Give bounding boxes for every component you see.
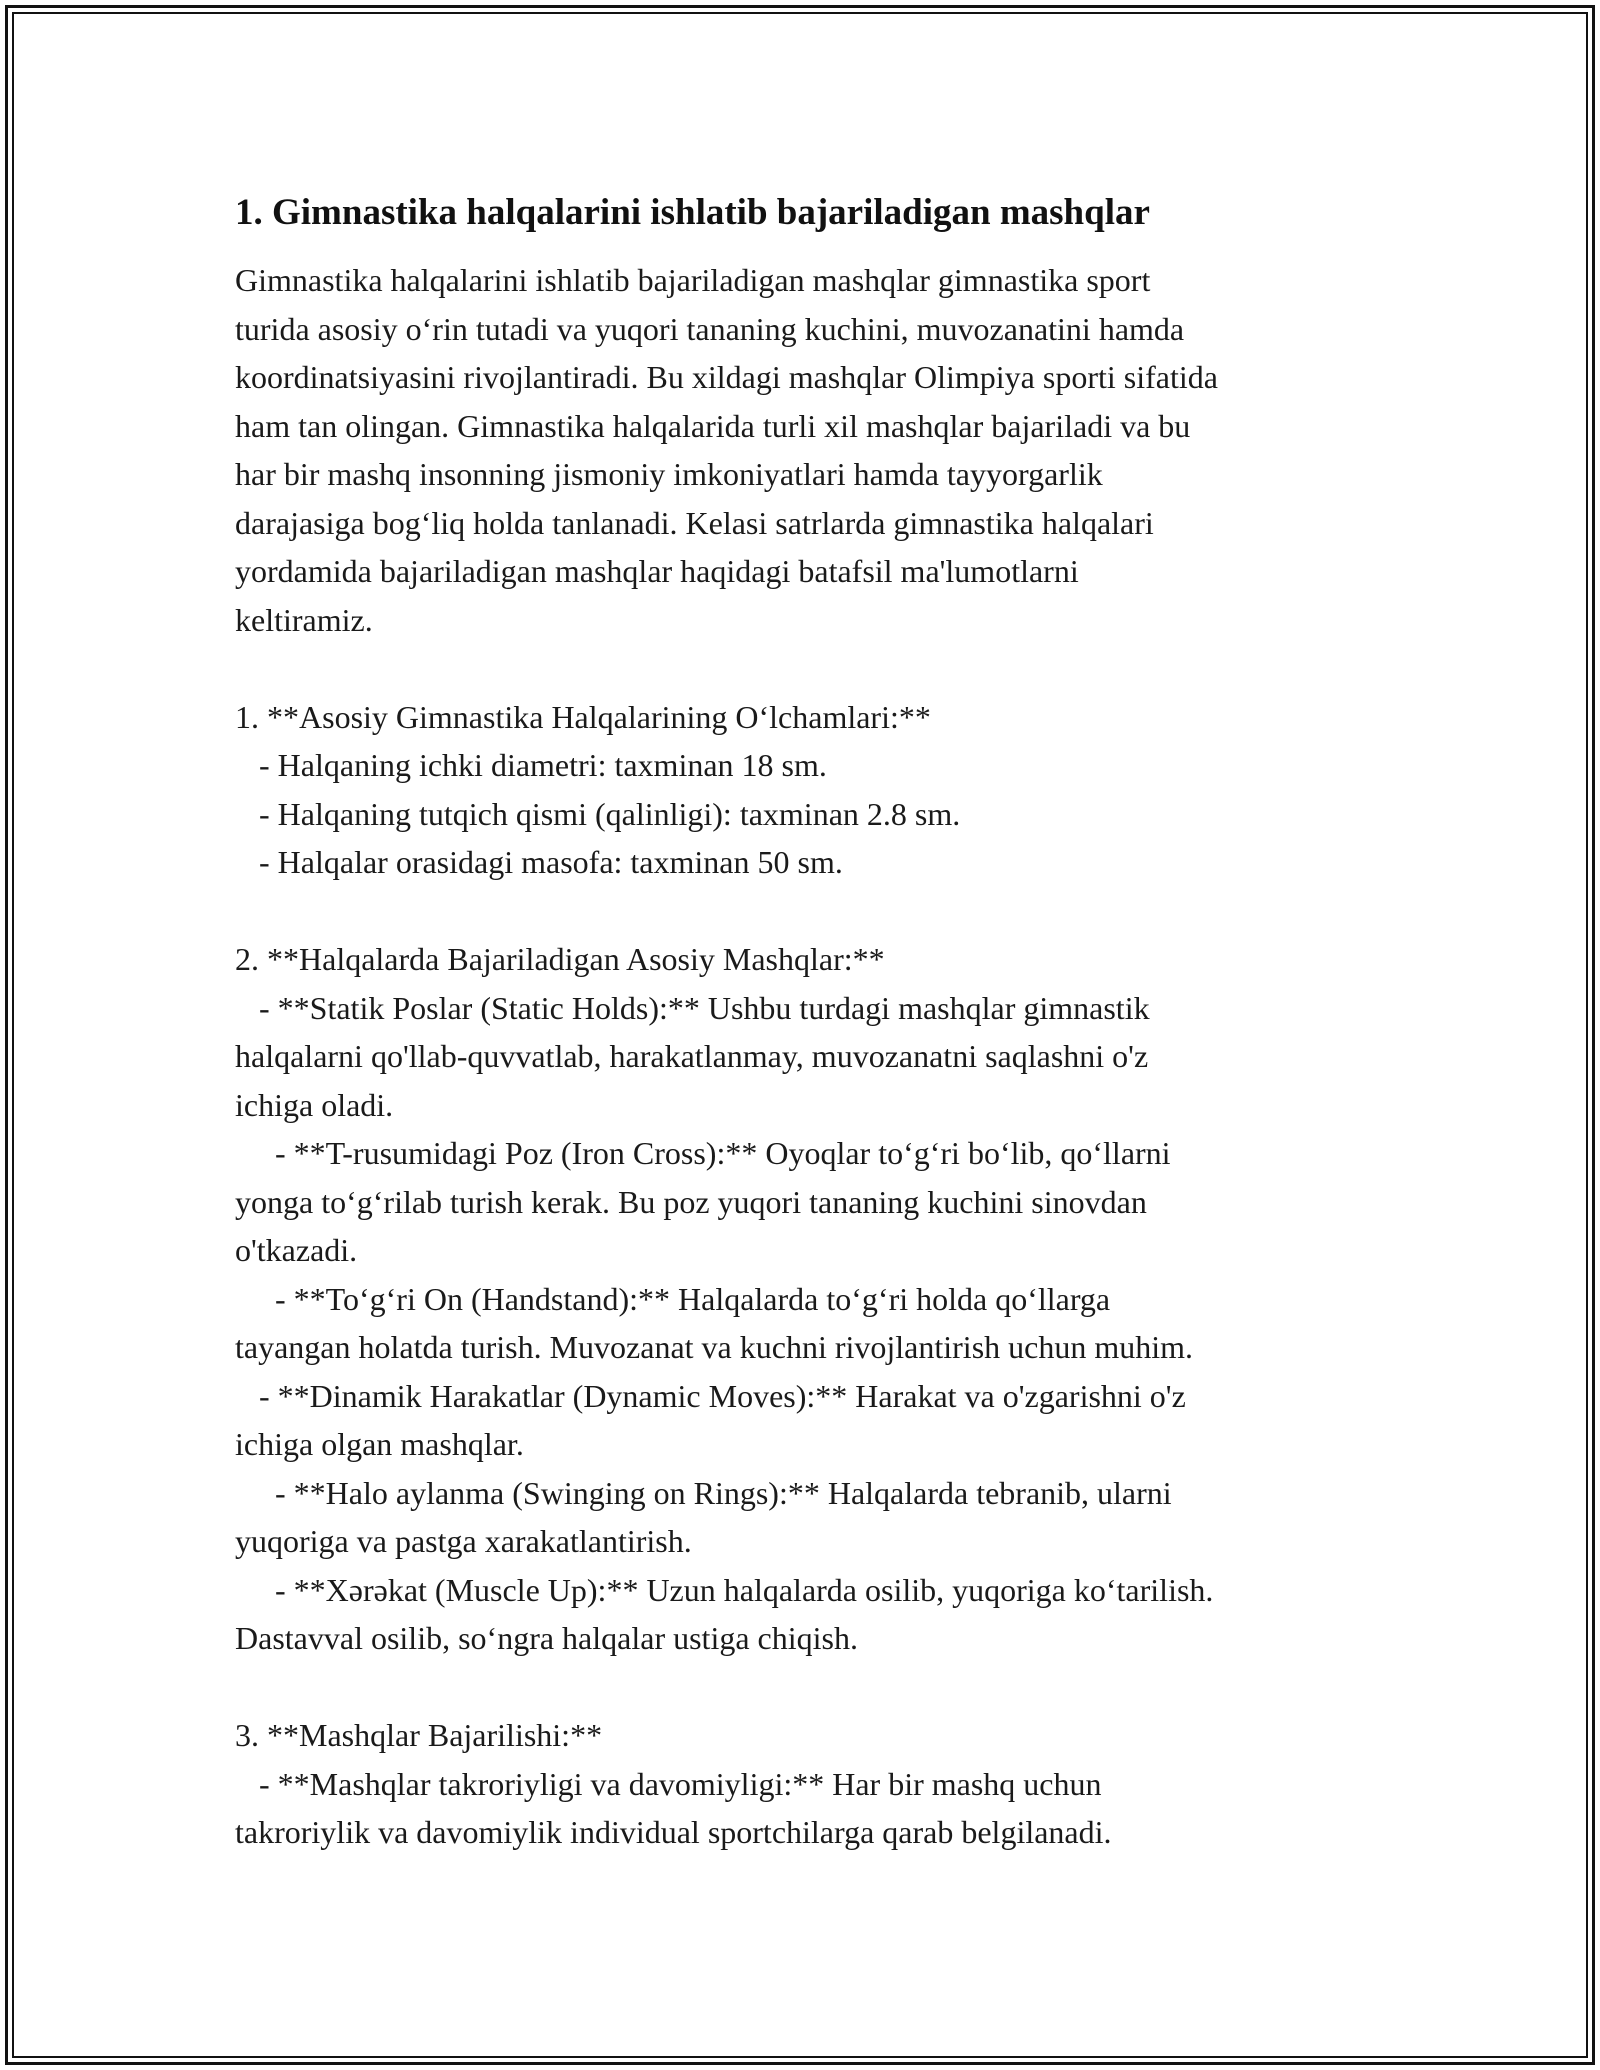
paragraph-spacer bbox=[235, 887, 1375, 936]
intro-paragraph: Gimnastika halqalarini ishlatib bajariladigan mashqlar gimnastika sport turida asosiy o‘rin tutadi va yuqori tananing kuchini, muvozanatini hamda koordinatsiyasini rivojlantiradi. Bu xildagi mashqlar Olimpiya sporti sifatida ham tan olingan. Gimnastika halqalarida turli xil mashqlar bajariladi va bu har bir mashq insonning jismoniy imkoniyatlari hamda tayyorgarlik darajasiga bog‘liq holda tanlanadi. Kelasi satrlarda gimnastika halqalari yordamida bajariladigan mashqlar haqidagi batafsil ma'lumotlarni keltiramiz. bbox=[235, 262, 1218, 638]
section-dimensions: 1. **Asosiy Gimnastika Halqalarining O‘lchamlari:** - Halqaning ichki diametri: taxminan 18 sm. - Halqaning tutqich qismi (qalinligi): taxminan 2.8 sm. - Halqalar orasidagi masofa: taxminan 50 sm. bbox=[235, 698, 961, 880]
document-body bbox=[235, 188, 1375, 1857]
document-title: 1. Gimnastika halqalarini ishlatib bajariladigan mashqlar bbox=[235, 192, 1150, 233]
paragraph-spacer bbox=[235, 644, 1375, 693]
paragraph-spacer bbox=[235, 1663, 1375, 1712]
section-execution: 3. **Mashqlar Bajarilishi:** - **Mashqlar takroriyligi va davomiyligi:** Har bir mashq uchun takroriylik va davomiylik individual sportchilarga qarab belgilanadi. bbox=[235, 1717, 1112, 1850]
section-exercises: 2. **Halqalarda Bajariladigan Asosiy Mashqlar:** - **Statik Poslar (Static Holds):** Ushbu turdagi mashqlar gimnastik halqalarni qo'llab-quvvatlab, harakatlanmay, muvozanatni saqlashni o'z ichiga oladi. - **T-rusumidagi Poz (Iron Cross):** Oyoqlar to‘g‘ri bo‘lib, qo‘llarni yonga to‘g‘rilab turish kerak. Bu poz yuqori tananing kuchini sinovdan o'tkazadi. - **To‘g‘ri On (Handstand):** Halqalarda to‘g‘ri holda qo‘llarga tayangan holatda turish. Muvozanat va kuchni rivojlantirish uchun muhim. - **Dinamik Harakatlar (Dynamic Moves):** Harakat va o'zgarishni o'z ichiga olgan mashqlar. - **Halo aylanma (Swinging on Rings):** Halqalarda tebranib, ularni yuqoriga va pastga xarakatlantirish. - **Xərəkat (Muscle Up):** Uzun halqalarda osilib, yuqoriga ko‘tarilish. Dastavval osilib, so‘ngra halqalar ustiga chiqish. bbox=[235, 941, 1214, 1656]
